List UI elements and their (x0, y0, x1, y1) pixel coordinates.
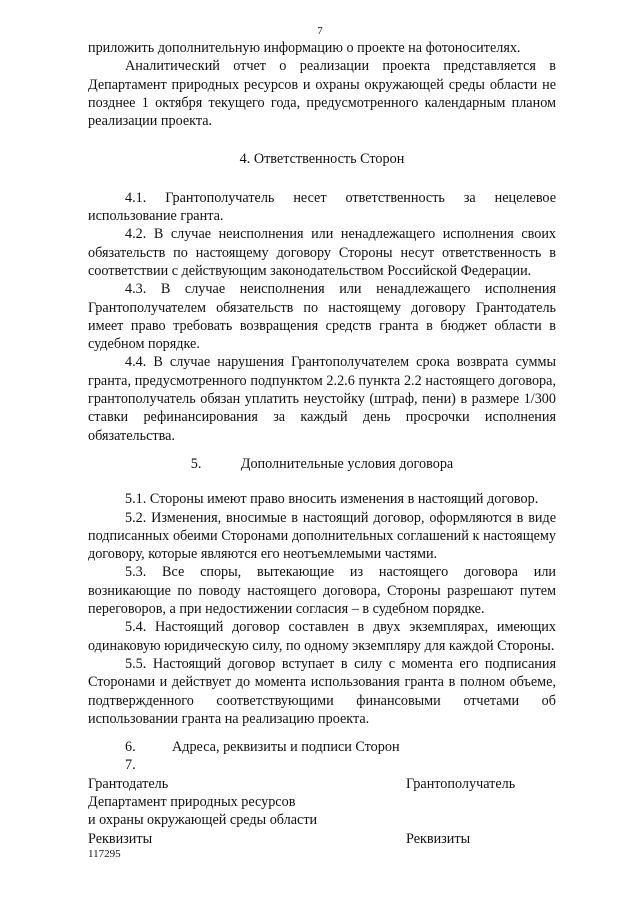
clause-5-2: 5.2. Изменения, вносимые в настоящий договор, оформляются в виде подписанных обеими Сторонами дополнительных соглашений к настоящему договору, которые являются его неотъемлемыми частями. (88, 509, 556, 563)
section-5-number: 5. (190, 455, 202, 472)
section-6-title: Адреса, реквизиты и подписи Сторон (172, 739, 400, 756)
grantee-role: Грантополучатель (406, 775, 516, 792)
clause-5-3: 5.3. Все споры, вытекающие из настоящего договора или возникающие по поводу настоящего договора, Стороны разрешают путем переговоров, а при недостижении согласия – в судебном порядке. (88, 564, 556, 618)
clause-5-4: 5.4. Настоящий договор составлен в двух экземплярах, имеющих одинаковую юридическую силу, по одному экземпляру для каждой Стороны. (88, 619, 556, 654)
grantee-details: Реквизиты (406, 830, 471, 847)
clause-5-1: 5.1. Стороны имеют право вносить изменения в настоящий договор. (125, 491, 539, 508)
grantor-details: Реквизиты (88, 830, 153, 847)
clause-4-1: 4.1. Грантополучатель несет ответственность за нецелевое использование гранта. (88, 189, 556, 225)
clause-4-4: 4.4. В случае нарушения Грантополучателем срока возврата суммы гранта, предусмотренного подпунктом 2.2.6 пункта 2.2 настоящего договора, грантополучатель обязан уплатить неустойку (штраф, пени) в размере 1/300 ставки рефинансирования за каждый день просрочки исполнения обязательства. (88, 354, 556, 444)
signature-row-org-1 (88, 793, 556, 811)
signature-row-org-2 (88, 811, 556, 829)
intro-line: приложить дополнительную информацию о проекте на фотоносителях. (88, 40, 521, 56)
section-4-heading: 4. Ответственность Сторон (239, 151, 405, 168)
signature-row-details (88, 830, 556, 848)
clause-4-3: 4.3. В случае неисполнения или ненадлежащего исполнения Грантополучателем обязательств по настоящему договору Грантодатель имеет право требовать возвращения средств гранта в бюджет области в судебном порядке. (88, 281, 556, 353)
page-number: 7 (317, 25, 323, 37)
section-7-heading (88, 756, 556, 774)
section-7-number: 7. (125, 757, 136, 774)
grantor-org-line-2: и охраны окружающей среды области (88, 812, 318, 829)
signature-row-roles (88, 775, 556, 793)
clause-5-5: 5.5. Настоящий договор вступает в силу с момента его подписания Сторонами и действует до момента использования гранта в полном объеме, подтвержденного соответствующими финансовыми отчетами об использовании гранта на реализацию проекта. (88, 655, 556, 727)
section-5-heading (88, 455, 556, 473)
clause-4-2: 4.2. В случае неисполнения или ненадлежащего исполнения своих обязательств по настоящему договору Стороны несут ответственность в соответствии с действующим законодательством Российской Федерации. (88, 226, 556, 279)
section-6-number: 6. (125, 739, 136, 756)
grantor-role: Грантодатель (88, 775, 169, 792)
footer-document-code: 117295 (88, 848, 121, 860)
section-5-title: Дополнительные условия договора (240, 455, 454, 472)
analytic-report-paragraph: Аналитический отчет о реализации проекта представляется в Департамент природных ресурсов и охраны окружающей среды области не позднее 1 октября текущего года, предусмотренного календарным планом реализации проекта. (88, 58, 556, 130)
section-6-heading (88, 738, 556, 756)
grantor-org-line-1: Департамент природных ресурсов (88, 793, 296, 810)
document-body (88, 39, 556, 848)
